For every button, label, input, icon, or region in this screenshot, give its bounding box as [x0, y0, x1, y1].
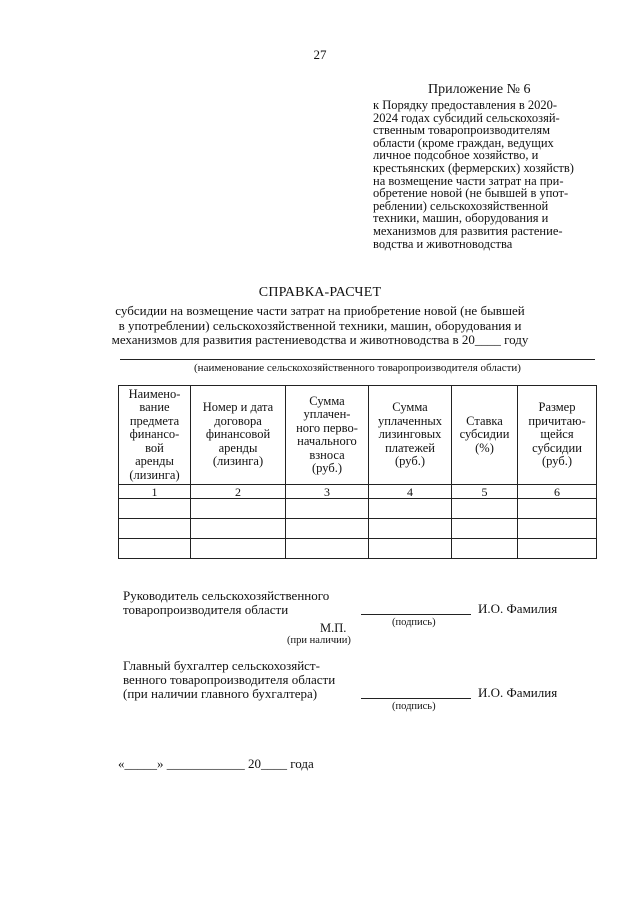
column-number: 6	[518, 485, 597, 499]
stamp-note: (при наличии)	[287, 635, 351, 646]
table-cell[interactable]	[191, 539, 286, 559]
subtitle-line: механизмов для развития растениеводства и животноводства в 20____ году	[111, 332, 529, 347]
subtitle-line: субсидии на возмещение части затрат на приобретение новой (не бывшей	[115, 303, 525, 318]
document-title: СПРАВКА-РАСЧЕТ	[258, 285, 382, 300]
table-header-row	[119, 386, 597, 485]
table-cell[interactable]	[191, 519, 286, 539]
table-cell[interactable]	[452, 539, 518, 559]
appendix-line: реблении) сельскохозяйственной	[373, 198, 549, 213]
stamp-label: М.П.	[320, 621, 347, 635]
accountant-title-line: Главный бухгалтер сельскохозяйст-	[123, 658, 320, 673]
head-signature-caption: (подпись)	[392, 617, 436, 628]
table-cell[interactable]	[286, 519, 369, 539]
table-cell[interactable]	[518, 519, 597, 539]
appendix-line: крестьянских (фермерских) хозяйств)	[373, 160, 574, 175]
document-subtitle	[60, 304, 580, 348]
accountant-name: И.О. Фамилия	[478, 685, 558, 700]
head-title-line: товаропроизводителя области	[123, 602, 289, 617]
header-lease-payments: Сумма уплаченных лизинговых платежей (руб.)	[369, 386, 452, 485]
organization-name-line[interactable]	[120, 359, 595, 360]
accountant-signature-line[interactable]	[361, 698, 471, 699]
header-subsidy-rate: Ставка субсидии (%)	[452, 386, 518, 485]
accountant-title-line: (при наличии главного бухгалтера)	[123, 686, 318, 701]
table-cell[interactable]	[369, 539, 452, 559]
appendix-line: ственным товаропроизводителям	[373, 123, 551, 138]
column-number: 2	[191, 485, 286, 499]
table-row	[119, 519, 597, 539]
header-initial-payment: Сумма уплачен- ного перво- начального взноса (руб.)	[286, 386, 369, 485]
head-title-line: Руководитель сельскохозяйственного	[123, 588, 330, 603]
table-number-row	[119, 485, 597, 499]
subsidy-table	[118, 385, 597, 559]
appendix-line: 2024 годах субсидий сельскохозяй-	[373, 110, 560, 125]
table-cell[interactable]	[518, 539, 597, 559]
accountant-title	[123, 659, 335, 701]
table-cell[interactable]	[119, 539, 191, 559]
head-name: И.О. Фамилия	[478, 601, 558, 616]
table-cell[interactable]	[452, 499, 518, 519]
page-number: 27	[313, 47, 327, 62]
column-number: 5	[452, 485, 518, 499]
table-cell[interactable]	[119, 499, 191, 519]
appendix-line: области (кроме граждан, ведущих	[373, 135, 554, 150]
table-row	[119, 539, 597, 559]
table-cell[interactable]	[369, 519, 452, 539]
column-number: 3	[286, 485, 369, 499]
organization-caption: (наименование сельскохозяйственного товаропроизводителя области)	[194, 362, 521, 374]
appendix-line: водства и животноводства	[373, 236, 513, 251]
appendix-text	[373, 99, 603, 250]
table-cell[interactable]	[191, 499, 286, 519]
subtitle-line: в употреблении) сельскохозяйственной техники, машин, оборудования и	[118, 317, 522, 333]
table-row	[119, 499, 597, 519]
head-title	[123, 589, 329, 617]
date-line[interactable]: «_____» ____________ 20____ года	[118, 756, 314, 771]
table-cell[interactable]	[119, 519, 191, 539]
table-cell[interactable]	[286, 499, 369, 519]
appendix-line: личное подсобное хозяйство, и	[373, 148, 539, 163]
table-cell[interactable]	[286, 539, 369, 559]
header-subsidy-amount: Размер причитаю- щейся субсидии (руб.)	[518, 386, 597, 485]
column-number: 4	[369, 485, 452, 499]
header-lease-subject: Наимено- вание предмета финансо- вой аренды (лизинга)	[119, 386, 191, 485]
appendix-title: Приложение № 6	[428, 82, 531, 97]
header-contract: Номер и дата договора финансовой аренды (лизинга)	[191, 386, 286, 485]
appendix-line: к Порядку предоставления в 2020-	[373, 98, 558, 112]
table-cell[interactable]	[518, 499, 597, 519]
head-signature-line[interactable]	[361, 614, 471, 615]
table-cell[interactable]	[452, 519, 518, 539]
appendix-line: техники, машин, оборудования и	[373, 211, 549, 226]
column-number: 1	[119, 485, 191, 499]
appendix-line: на возмещение части затрат на при-	[373, 173, 564, 188]
accountant-title-line: венного товаропроизводителя области	[123, 672, 336, 687]
appendix-line: обретение новой (не бывшей в упот-	[373, 186, 569, 201]
appendix-line: механизмов для развития растение-	[373, 223, 563, 238]
table-cell[interactable]	[369, 499, 452, 519]
accountant-signature-caption: (подпись)	[392, 701, 436, 712]
